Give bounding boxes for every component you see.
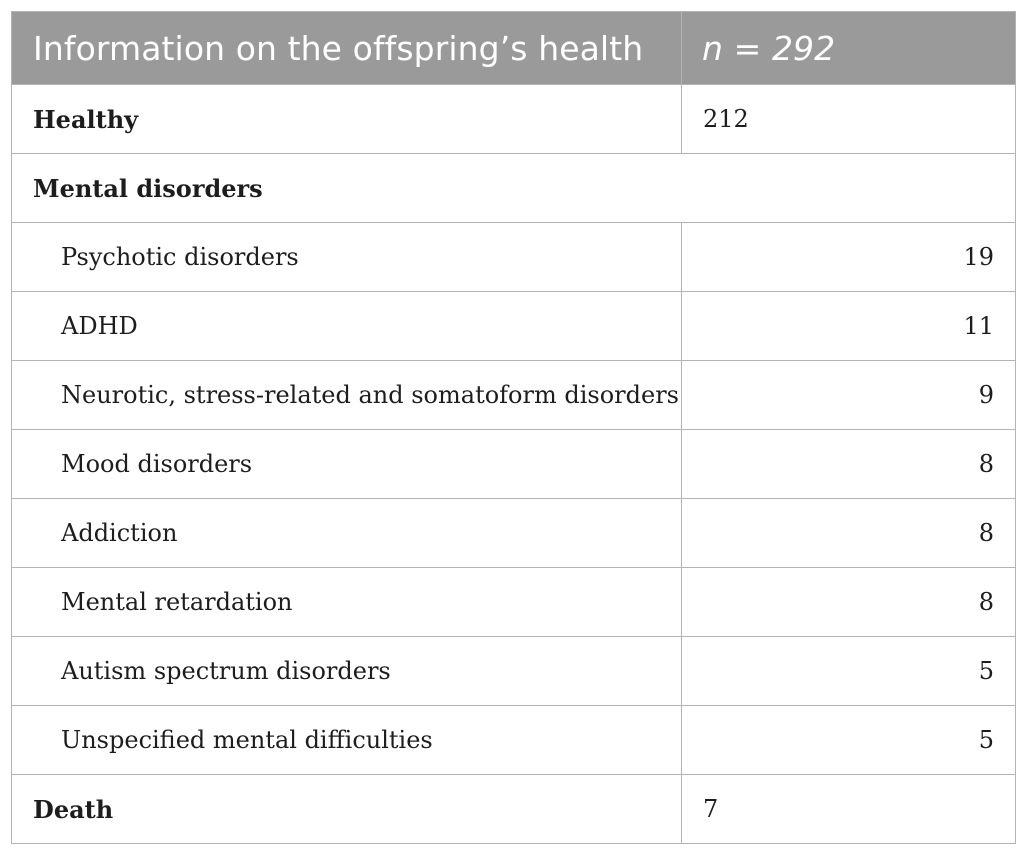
row-label: Death bbox=[12, 775, 682, 844]
row-label: Addiction bbox=[12, 499, 682, 568]
offspring-health-table bbox=[11, 11, 1016, 844]
row-value: 5 bbox=[682, 706, 1016, 775]
row-value: 11 bbox=[682, 292, 1016, 361]
table-row bbox=[12, 568, 1016, 637]
table-row-healthy bbox=[12, 85, 1016, 154]
table-row bbox=[12, 292, 1016, 361]
row-label: Mental retardation bbox=[12, 568, 682, 637]
row-label: Neurotic, stress-related and somatoform disorders bbox=[12, 361, 682, 430]
row-value: 5 bbox=[682, 637, 1016, 706]
header-information: Information on the offspring’s health bbox=[12, 12, 682, 85]
row-value: 7 bbox=[682, 775, 1016, 844]
row-label: Mental disorders bbox=[12, 154, 1016, 223]
table-row bbox=[12, 361, 1016, 430]
row-label: Healthy bbox=[12, 85, 682, 154]
row-value: 8 bbox=[682, 430, 1016, 499]
row-value: 9 bbox=[682, 361, 1016, 430]
row-value: 19 bbox=[682, 223, 1016, 292]
table-row bbox=[12, 637, 1016, 706]
table-row-mental-disorders bbox=[12, 154, 1016, 223]
table-row bbox=[12, 223, 1016, 292]
row-label: Unspecified mental difficulties bbox=[12, 706, 682, 775]
row-value: 212 bbox=[682, 85, 1016, 154]
row-label: ADHD bbox=[12, 292, 682, 361]
table-row bbox=[12, 706, 1016, 775]
header-sample-size: n = 292 bbox=[682, 12, 1016, 85]
row-value: 8 bbox=[682, 499, 1016, 568]
table-row bbox=[12, 499, 1016, 568]
row-label: Autism spectrum disorders bbox=[12, 637, 682, 706]
row-label: Psychotic disorders bbox=[12, 223, 682, 292]
table-header-row bbox=[12, 12, 1016, 85]
row-value: 8 bbox=[682, 568, 1016, 637]
table-row bbox=[12, 430, 1016, 499]
table-row-death bbox=[12, 775, 1016, 844]
row-label: Mood disorders bbox=[12, 430, 682, 499]
